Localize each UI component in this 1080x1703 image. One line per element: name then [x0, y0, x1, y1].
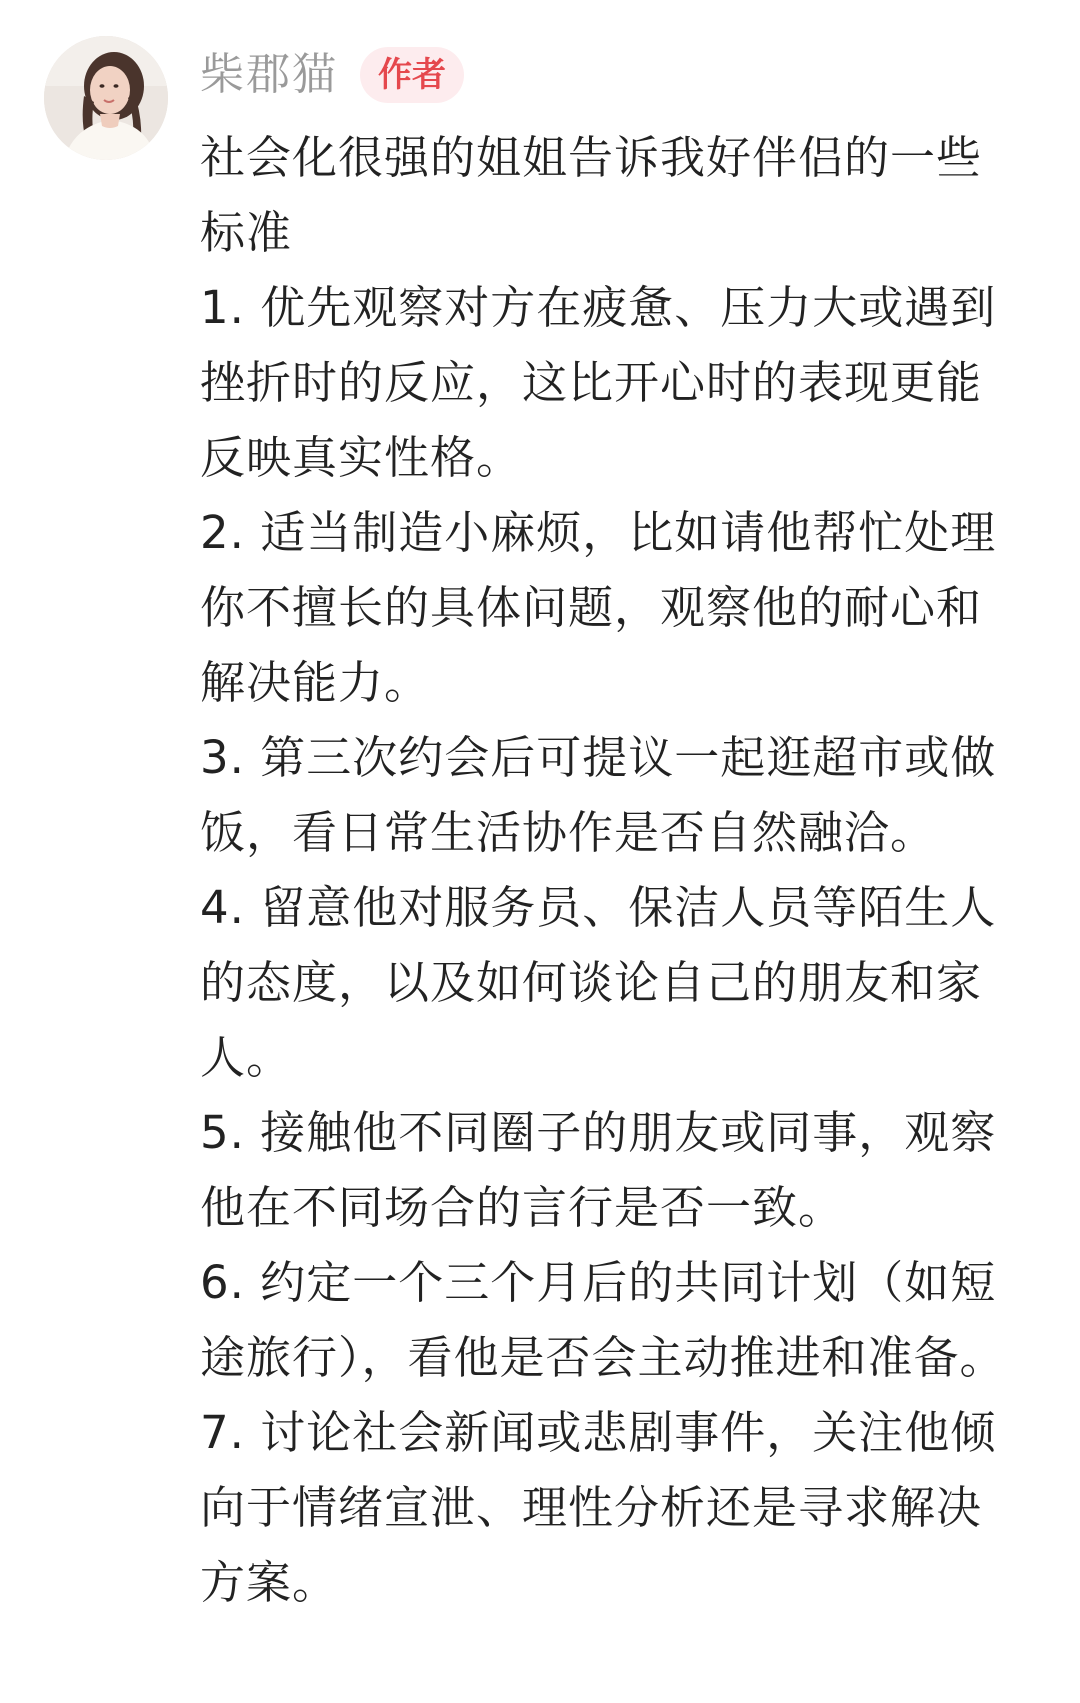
comment-header: [200, 44, 464, 106]
list-item: 1. 优先观察对方在疲惫、压力大或遇到挫折时的反应，这比开心时的表现更能反映真实性格。: [200, 281, 997, 484]
list-item: 4. 留意他对服务员、保洁人员等陌生人的态度，以及如何谈论自己的朋友和家人。: [200, 881, 997, 1084]
user-avatar-photo-icon: [44, 36, 168, 160]
comment-body: [200, 120, 1020, 1620]
list-item: 6. 约定一个三个月后的共同计划（如短途旅行），看他是否会主动推进和准备。: [200, 1256, 1006, 1384]
list-item: 3. 第三次约会后可提议一起逛超市或做饭，看日常生活协作是否自然融洽。: [200, 731, 997, 859]
author-name[interactable]: 柴郡猫: [200, 49, 338, 100]
list-item: 7. 讨论社会新闻或悲剧事件，关注他倾向于情绪宣泄、理性分析还是寻求解决方案。: [200, 1406, 997, 1609]
list-item: 2. 适当制造小麻烦，比如请他帮忙处理你不擅长的具体问题，观察他的耐心和解决能力。: [200, 506, 997, 709]
avatar[interactable]: [44, 36, 168, 160]
comment-intro: 社会化很强的姐姐告诉我好伴侣的一些标准: [200, 131, 983, 259]
author-badge: 作者: [360, 47, 464, 103]
list-item: 5. 接触他不同圈子的朋友或同事，观察他在不同场合的言行是否一致。: [200, 1106, 997, 1234]
